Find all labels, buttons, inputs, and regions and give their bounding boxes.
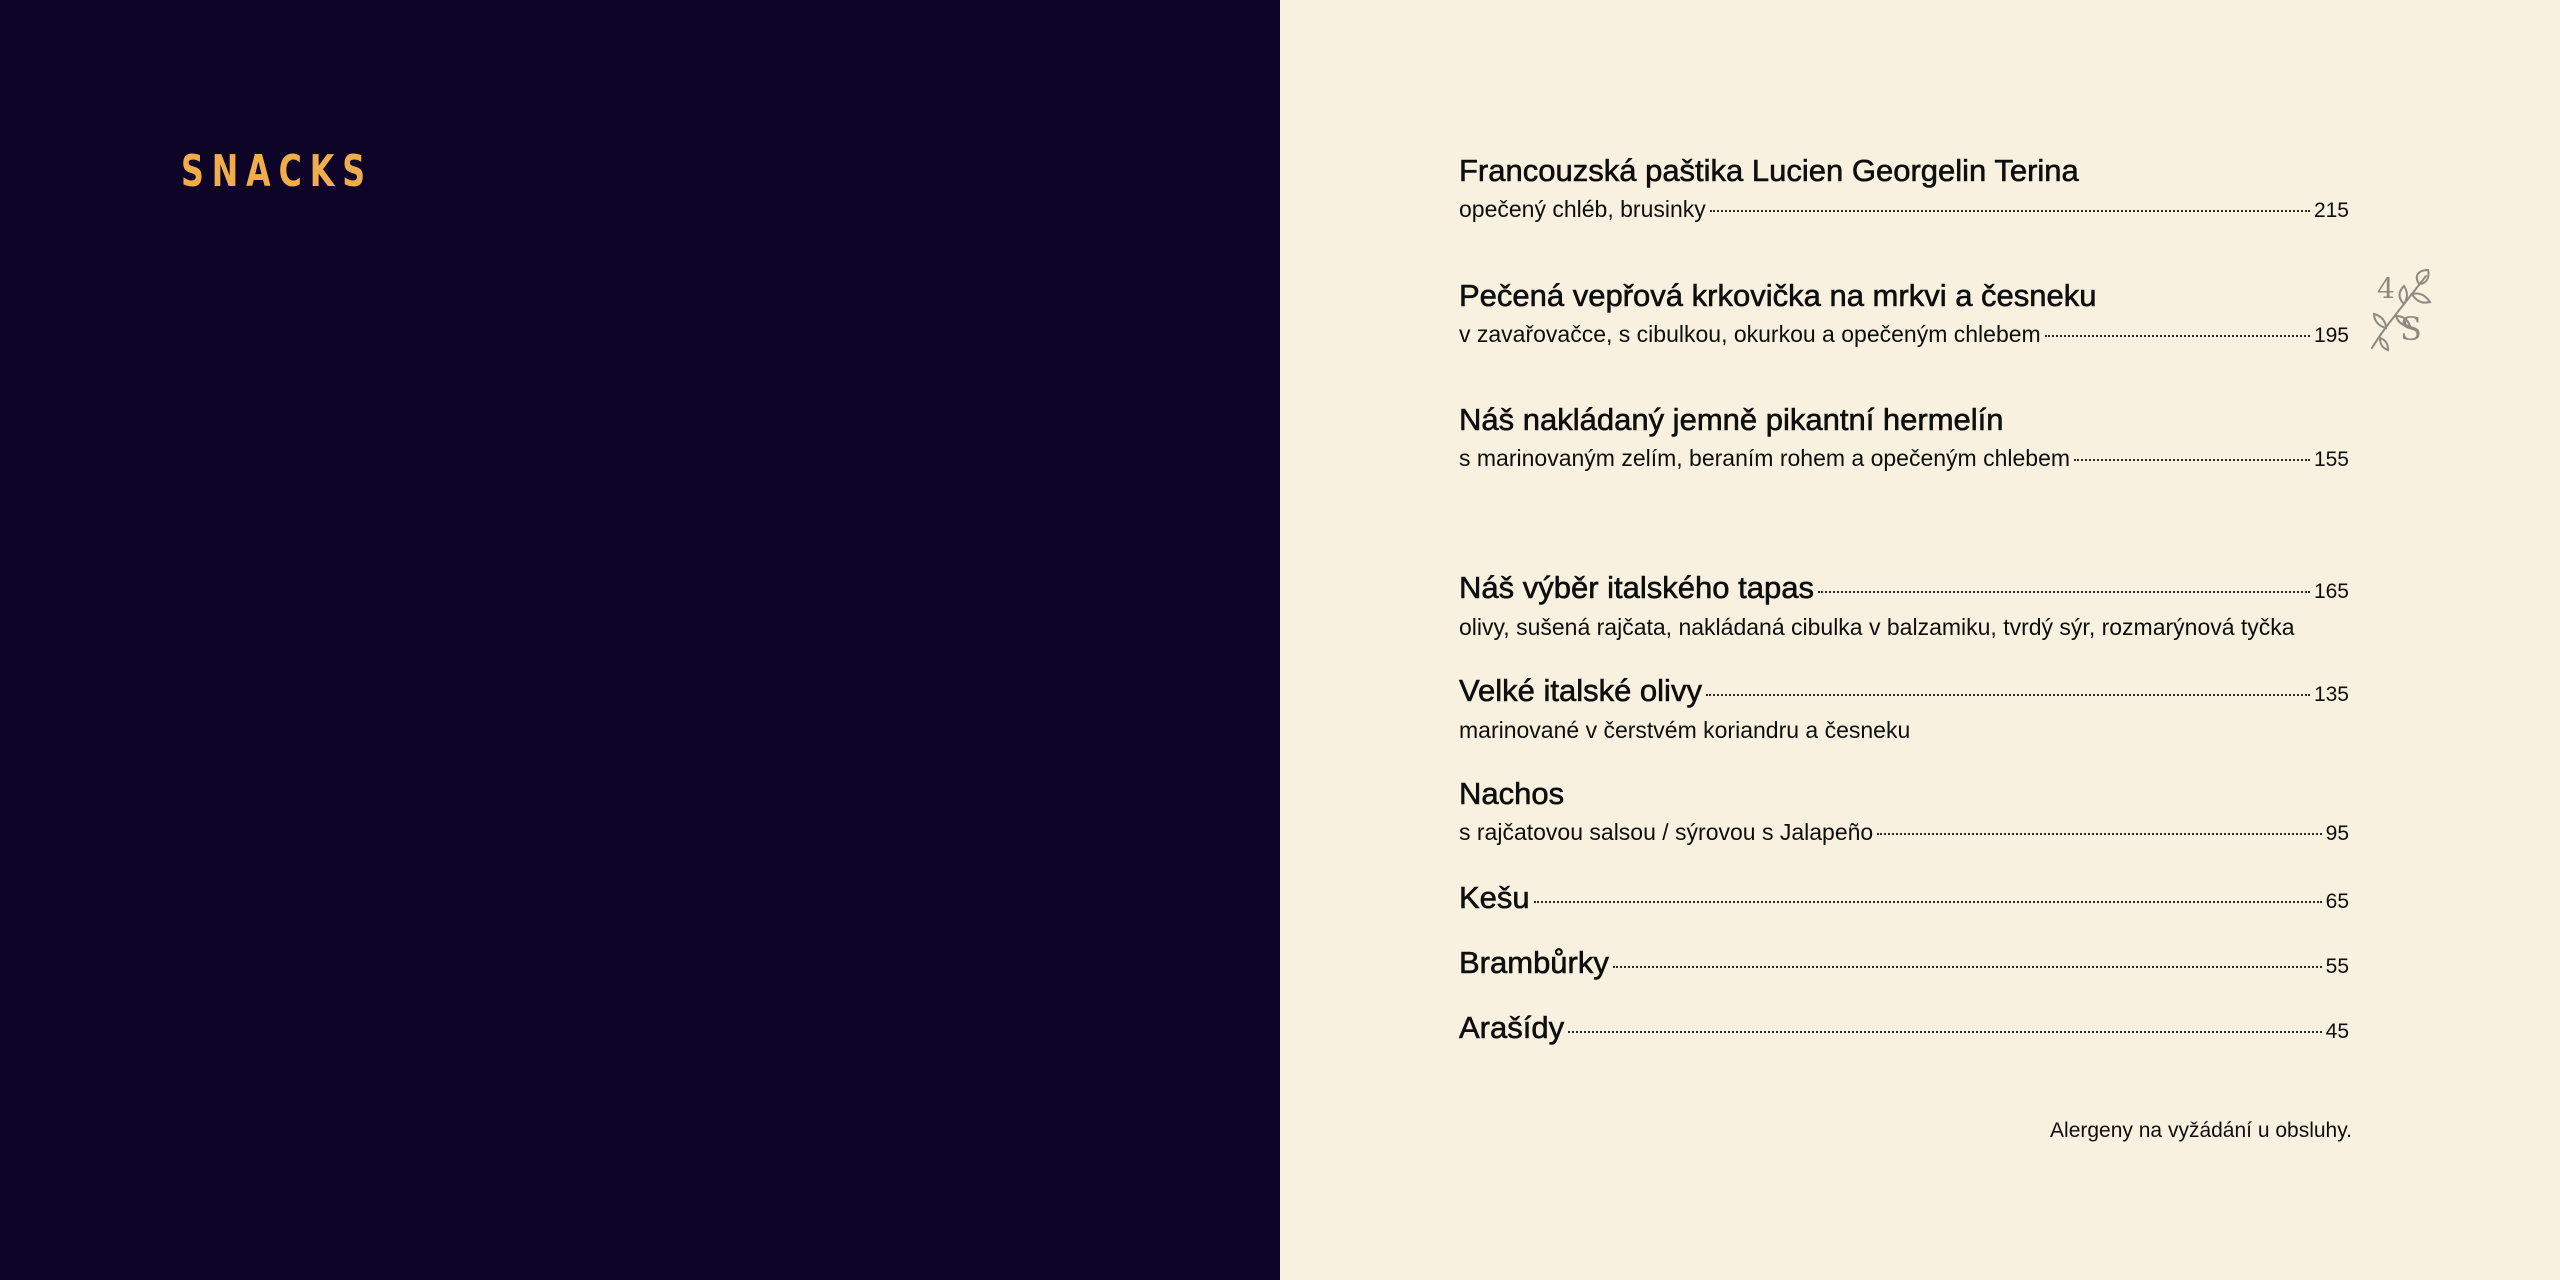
dot-leader (1877, 833, 2321, 835)
dot-leader (1818, 591, 2310, 593)
menu-item (1459, 276, 2349, 350)
menu-item (1459, 568, 2349, 643)
menu-item-price: 165 (2313, 580, 2349, 603)
menu-item-name: Náš nakládaný jemně pikantní hermelín (1459, 402, 2004, 437)
dot-leader (2074, 459, 2310, 461)
dot-leader (1534, 901, 2322, 903)
menu-item-description: v zavařovačce, s cibulkou, okurkou a opečeným chlebem (1459, 321, 2041, 347)
menu-item-name: Velké italské olivy (1459, 673, 1702, 708)
menu-item-name: Francouzská paštika Lucien Georgelin Terina (1459, 153, 2079, 188)
dot-leader (1706, 694, 2310, 696)
menu-item-price: 65 (2325, 890, 2349, 913)
menu-item-description: s rajčatovou salsou / sýrovou s Jalapeño (1459, 819, 1874, 845)
dot-leader (1568, 1031, 2322, 1033)
menu-item-name: Kešu (1459, 880, 1530, 915)
menu-item-price: 135 (2313, 683, 2349, 706)
menu-item-price: 195 (2313, 324, 2349, 347)
menu-item-description: olivy, sušená rajčata, nakládaná cibulka v balzamiku, tvrdý sýr, rozmarýnová tyčka (1459, 614, 2295, 640)
dot-leader (1710, 210, 2310, 212)
menu-item-description: marinované v čerstvém koriandru a česneku (1459, 717, 1911, 743)
menu-item-price: 215 (2313, 199, 2349, 222)
allergen-note: Alergeny na vyžádání u obsluhy. (2050, 1119, 2352, 1142)
menu-item-name: Náš výběr italského tapas (1459, 570, 1814, 605)
logo-text-bottom: S (2400, 310, 2422, 348)
menu-item-name: Pečená vepřová krkovička na mrkvi a česneku (1459, 278, 2097, 313)
menu-item-price: 95 (2325, 822, 2349, 845)
logo-text-top: 4 (2377, 272, 2395, 305)
section-title: SNACKS (181, 146, 373, 197)
menu-item (1459, 400, 2349, 474)
menu-item (1459, 151, 2349, 225)
menu-item-name: Arašídy (1459, 1010, 1565, 1045)
menu-item-description: s marinovaným zelím, beraním rohem a opečeným chlebem (1459, 445, 2071, 471)
4s-sprig-logo-icon (2364, 268, 2436, 352)
menu-item-name: Nachos (1459, 776, 1565, 811)
menu-item (1459, 943, 2349, 983)
dot-leader (2045, 335, 2310, 337)
menu-item-description: opečený chléb, brusinky (1459, 196, 1706, 222)
dot-leader (1613, 966, 2322, 968)
menu-item (1459, 671, 2349, 746)
menu-item-price: 45 (2325, 1020, 2349, 1043)
menu-item-price: 55 (2325, 955, 2349, 978)
menu-item (1459, 878, 2349, 918)
menu-item (1459, 774, 2349, 848)
menu-item-name: Brambůrky (1459, 945, 1609, 980)
menu-item (1459, 1008, 2349, 1048)
menu-item-price: 155 (2313, 448, 2349, 471)
